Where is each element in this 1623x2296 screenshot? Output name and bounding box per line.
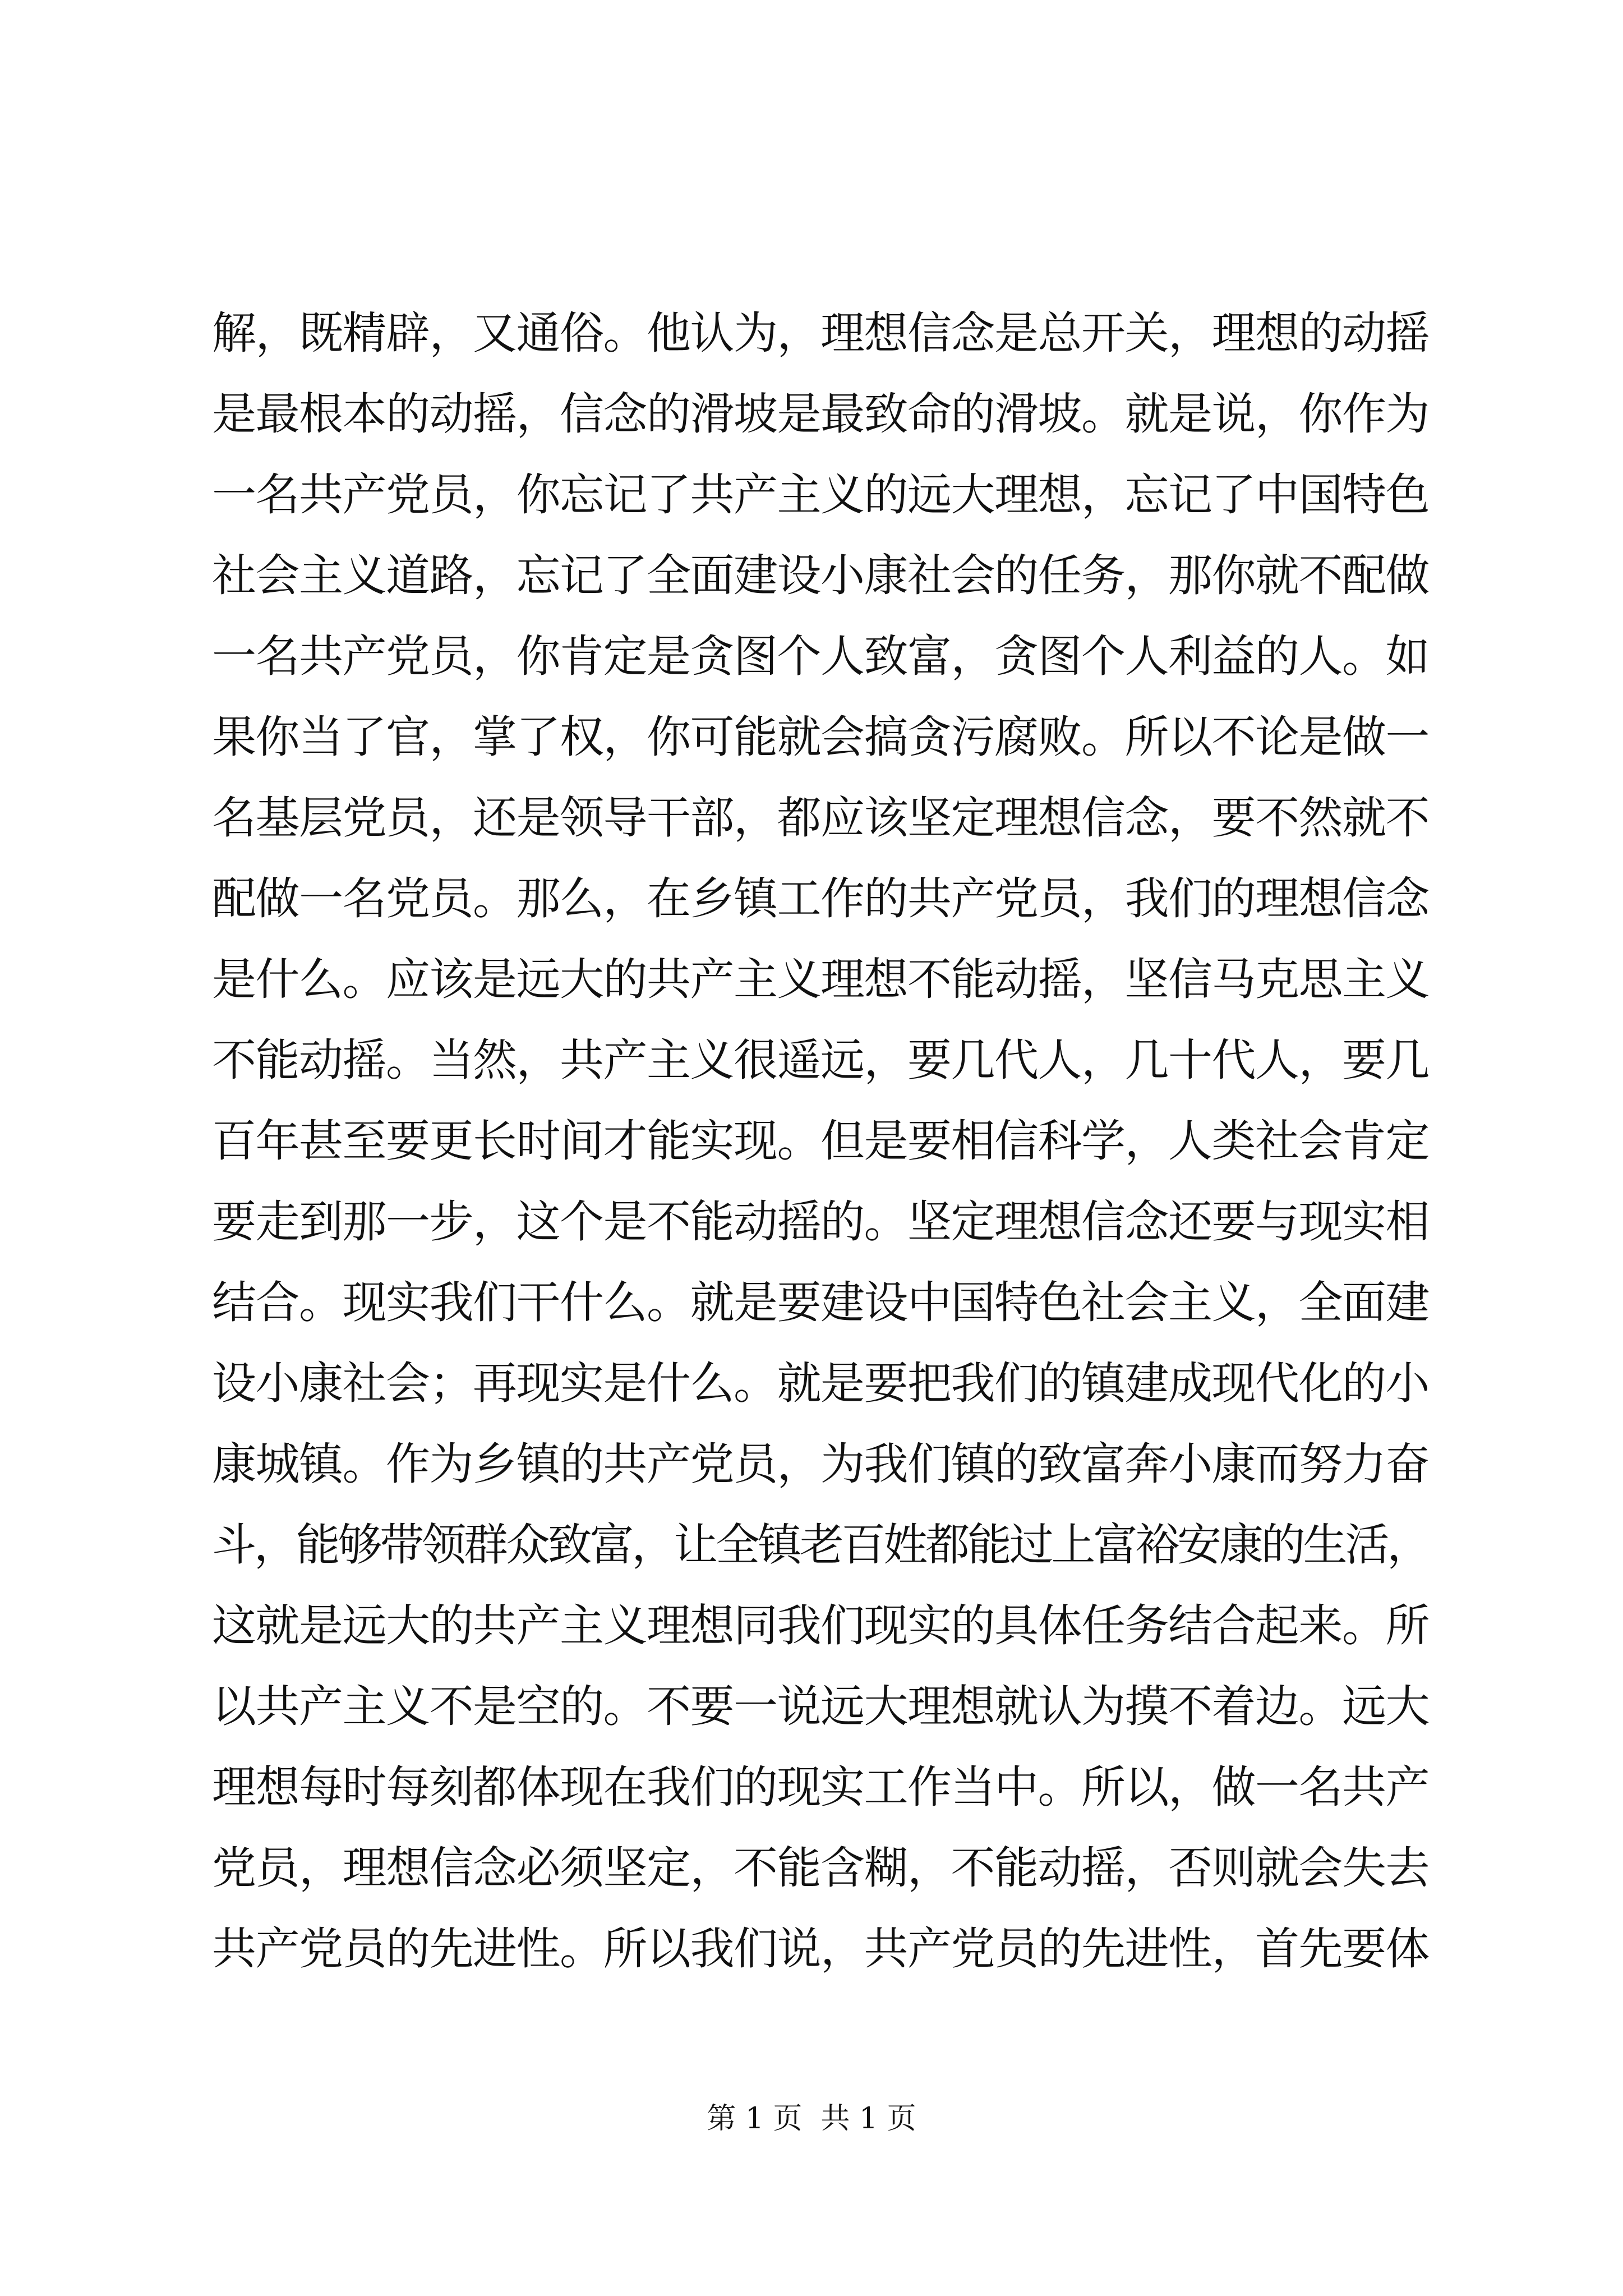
text-line: 百年甚至要更长时间才能实现。但是要相信科学，人类社会肯定	[212, 1115, 1429, 1167]
text-line: 斗，能够带领群众致富，让全镇老百姓都能过上富裕安康的生活，	[212, 1519, 1429, 1571]
text-line: 理想每时每刻都体现在我们的现实工作当中。所以，做一名共产	[212, 1761, 1429, 1813]
text-line: 社会主义道路，忘记了全面建设小康社会的任务，那你就不配做	[212, 550, 1429, 601]
text-line: 结合。现实我们干什么。就是要建设中国特色社会主义，全面建	[212, 1277, 1429, 1328]
text-line: 共产党员的先进性。所以我们说，共产党员的先进性，首先要体	[212, 1923, 1429, 1975]
text-line: 以共产主义不是空的。不要一说远大理想就认为摸不着边。远大	[212, 1681, 1429, 1732]
text-line: 要走到那一步，这个是不能动摇的。坚定理想信念还要与现实相	[212, 1196, 1429, 1248]
text-line: 一名共产党员，你忘记了共产主义的远大理想，忘记了中国特色	[212, 469, 1429, 521]
text-line: 果你当了官，掌了权，你可能就会搞贪污腐败。所以不论是做一	[212, 711, 1429, 763]
text-line: 康城镇。作为乡镇的共产党员，为我们镇的致富奔小康而努力奋	[212, 1438, 1429, 1490]
text-line: 解，既精辟，又通俗。他认为，理想信念是总开关，理想的动摇	[212, 307, 1429, 359]
text-line: 是最根本的动摇，信念的滑坡是最致命的滑坡。就是说，你作为	[212, 388, 1429, 440]
text-line: 这就是远大的共产主义理想同我们现实的具体任务结合起来。所	[212, 1600, 1429, 1651]
page-footer	[0, 2099, 1623, 2138]
text-line: 党员，理想信念必须坚定，不能含糊，不能动摇，否则就会失去	[212, 1842, 1429, 1894]
page-number-label: 第 1 页 共 1 页	[707, 2102, 916, 2136]
body-text	[212, 293, 1429, 1989]
text-line: 名基层党员，还是领导干部，都应该坚定理想信念，要不然就不	[212, 792, 1429, 844]
text-line: 不能动摇。当然，共产主义很遥远，要几代人，几十代人，要几	[212, 1034, 1429, 1086]
text-line: 设小康社会；再现实是什么。就是要把我们的镇建成现代化的小	[212, 1358, 1429, 1409]
text-line: 配做一名党员。那么，在乡镇工作的共产党员，我们的理想信念	[212, 873, 1429, 924]
text-line: 是什么。应该是远大的共产主义理想不能动摇，坚信马克思主义	[212, 954, 1429, 1005]
text-line: 一名共产党员，你肯定是贪图个人致富，贪图个人利益的人。如	[212, 631, 1429, 682]
